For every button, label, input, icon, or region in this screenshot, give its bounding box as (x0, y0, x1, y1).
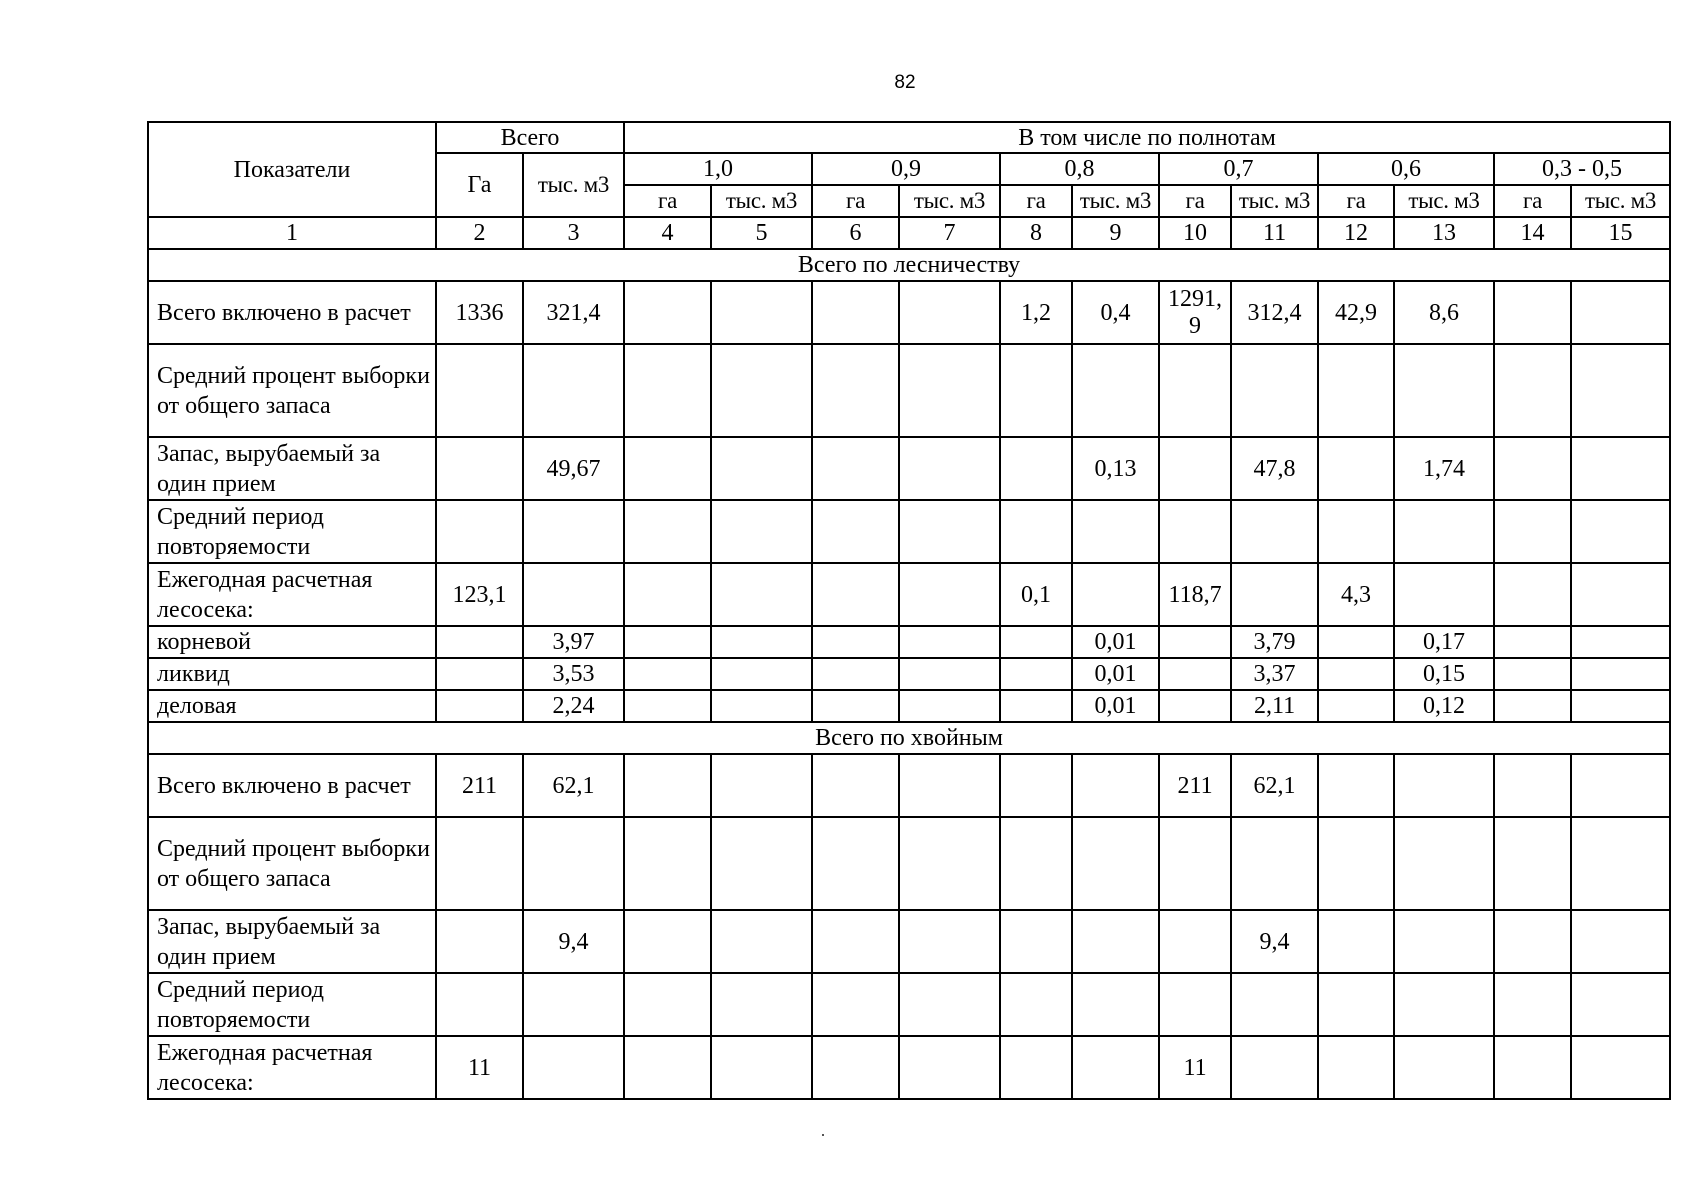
table-cell: 0,15 (1394, 658, 1494, 690)
table-cell (1571, 973, 1670, 1036)
table-cell (1318, 344, 1394, 437)
table-cell (1231, 344, 1318, 437)
table-cell (523, 500, 624, 563)
table-cell: 4,3 (1318, 563, 1394, 626)
table-cell (1494, 1036, 1571, 1099)
column-number: 6 (812, 217, 899, 249)
table-cell (1318, 690, 1394, 722)
table-cell (436, 500, 523, 563)
table-cell (436, 344, 523, 437)
row-label: Всего включено в расчет (148, 754, 436, 817)
table-cell (1000, 910, 1072, 973)
header-unit-ha: га (1318, 185, 1394, 217)
column-number: 8 (1000, 217, 1072, 249)
table-cell (436, 626, 523, 658)
table-cell (1072, 910, 1159, 973)
header-by-density: В том числе по полнотам (624, 122, 1670, 153)
table-cell: 3,79 (1231, 626, 1318, 658)
table-cell: 2,24 (523, 690, 624, 722)
header-total-volume: тыс. м3 (523, 153, 624, 217)
header-unit-volume: тыс. м3 (1394, 185, 1494, 217)
header-unit-volume: тыс. м3 (1571, 185, 1670, 217)
table-cell (436, 658, 523, 690)
table-cell: 211 (1159, 754, 1231, 817)
table-cell: 0,01 (1072, 626, 1159, 658)
table-cell: 11 (436, 1036, 523, 1099)
header-indicators: Показатели (148, 122, 436, 217)
table-cell (1000, 690, 1072, 722)
table-cell (899, 500, 1000, 563)
row-label: Запас, вырубаемый за один прием (148, 437, 436, 500)
header-density-0-9: 0,9 (812, 153, 1000, 185)
table-cell (1571, 626, 1670, 658)
table-row (148, 1036, 1670, 1099)
table-cell (1318, 626, 1394, 658)
table-cell (1494, 690, 1571, 722)
table-cell (1159, 500, 1231, 563)
table-cell (812, 281, 899, 344)
table-cell (1571, 563, 1670, 626)
table-cell (1494, 973, 1571, 1036)
table-cell (1394, 1036, 1494, 1099)
table-cell: 312,4 (1231, 281, 1318, 344)
table-cell (899, 690, 1000, 722)
table-cell: 0,1 (1000, 563, 1072, 626)
table-cell (1000, 437, 1072, 500)
table-cell (1231, 973, 1318, 1036)
table-row (148, 626, 1670, 658)
column-number: 7 (899, 217, 1000, 249)
table-cell (711, 658, 812, 690)
table-cell (1000, 973, 1072, 1036)
table-cell (1494, 626, 1571, 658)
header-unit-volume: тыс. м3 (1072, 185, 1159, 217)
header-unit-ha: га (812, 185, 899, 217)
table-cell (1072, 1036, 1159, 1099)
table-cell (899, 817, 1000, 910)
table-cell: 62,1 (1231, 754, 1318, 817)
table-cell (1318, 754, 1394, 817)
table-cell (1394, 910, 1494, 973)
table-cell (1000, 626, 1072, 658)
table-cell (711, 344, 812, 437)
table-cell (812, 500, 899, 563)
scan-speck (822, 1134, 824, 1136)
column-number: 15 (1571, 217, 1670, 249)
cell-value-line: 9 (1189, 312, 1202, 339)
table-cell (624, 437, 711, 500)
section-title-row (148, 249, 1670, 281)
table-cell: 0,17 (1394, 626, 1494, 658)
table-cell: 0,01 (1072, 658, 1159, 690)
column-number: 5 (711, 217, 812, 249)
column-number: 2 (436, 217, 523, 249)
table-cell (624, 500, 711, 563)
table-cell (1494, 563, 1571, 626)
table-cell (899, 626, 1000, 658)
table-cell (899, 344, 1000, 437)
table-cell (1159, 658, 1231, 690)
table-cell (899, 973, 1000, 1036)
table-cell (812, 437, 899, 500)
row-label: Средний процент выборки от общего запаса (148, 344, 436, 437)
table-cell (1571, 1036, 1670, 1099)
table-cell (1318, 437, 1394, 500)
column-number: 9 (1072, 217, 1159, 249)
header-unit-ha: га (624, 185, 711, 217)
table-cell: 211 (436, 754, 523, 817)
table-row (148, 563, 1670, 626)
table-cell (711, 910, 812, 973)
table-cell (1494, 754, 1571, 817)
table-cell (1072, 973, 1159, 1036)
table-cell (899, 658, 1000, 690)
table-cell (1494, 344, 1571, 437)
table-cell (899, 910, 1000, 973)
header-unit-volume: тыс. м3 (1231, 185, 1318, 217)
row-label: корневой (148, 626, 436, 658)
table-cell: 47,8 (1231, 437, 1318, 500)
table-cell (1231, 817, 1318, 910)
table-cell (1072, 500, 1159, 563)
table-cell (1159, 690, 1231, 722)
table-cell (1394, 754, 1494, 817)
table-cell: 9,4 (1231, 910, 1318, 973)
table-cell (436, 437, 523, 500)
row-label: Ежегодная расчетная лесосека: (148, 563, 436, 626)
table-cell (1159, 344, 1231, 437)
table-cell (1159, 281, 1231, 344)
table-cell (436, 910, 523, 973)
table-cell (1571, 817, 1670, 910)
table-cell (1231, 563, 1318, 626)
table-cell (812, 754, 899, 817)
column-number: 1 (148, 217, 436, 249)
header-density-1-0: 1,0 (624, 153, 812, 185)
table-cell (1318, 658, 1394, 690)
row-label: Средний период повторяемости (148, 973, 436, 1036)
table-cell (1494, 500, 1571, 563)
table-cell (624, 817, 711, 910)
table-cell (1000, 754, 1072, 817)
header-unit-volume: тыс. м3 (899, 185, 1000, 217)
table-cell (899, 1036, 1000, 1099)
table-cell (711, 281, 812, 344)
table-cell: 9,4 (523, 910, 624, 973)
table-cell (624, 973, 711, 1036)
section-title-row (148, 722, 1670, 754)
table-cell (624, 563, 711, 626)
table-cell (711, 754, 812, 817)
table-cell (1318, 1036, 1394, 1099)
table-cell: 2,11 (1231, 690, 1318, 722)
table-cell (1394, 973, 1494, 1036)
table-cell (624, 626, 711, 658)
column-number: 14 (1494, 217, 1571, 249)
column-number: 12 (1318, 217, 1394, 249)
table-cell (899, 754, 1000, 817)
table-cell: 123,1 (436, 563, 523, 626)
table-cell (812, 658, 899, 690)
cell-value-line: 1291, (1168, 285, 1223, 312)
table-cell (1394, 344, 1494, 437)
table-cell (1571, 344, 1670, 437)
table-cell (523, 817, 624, 910)
table-cell (711, 626, 812, 658)
table-cell: 1,74 (1394, 437, 1494, 500)
table-cell (1494, 817, 1571, 910)
table-cell (1318, 973, 1394, 1036)
table-cell (624, 754, 711, 817)
table-cell (624, 281, 711, 344)
table-cell (1494, 281, 1571, 344)
column-number-row (148, 217, 1670, 249)
table-cell (1571, 437, 1670, 500)
table-cell: 42,9 (1318, 281, 1394, 344)
table-cell: 0,13 (1072, 437, 1159, 500)
table-cell (711, 563, 812, 626)
header-total: Всего (436, 122, 624, 153)
header-unit-ha: га (1494, 185, 1571, 217)
table-cell (1394, 817, 1494, 910)
table-cell (711, 973, 812, 1036)
table-cell (711, 817, 812, 910)
allowable-cut-table (147, 121, 1671, 1100)
header-row-1 (148, 122, 1670, 153)
table-row (148, 437, 1670, 500)
section-title: Всего по лесничеству (148, 249, 1670, 281)
table-cell (1000, 817, 1072, 910)
table-row (148, 344, 1670, 437)
table-cell: 3,37 (1231, 658, 1318, 690)
table-cell (1494, 658, 1571, 690)
table-cell (899, 437, 1000, 500)
section-title: Всего по хвойным (148, 722, 1670, 754)
table-cell: 0,12 (1394, 690, 1494, 722)
table-cell (1000, 658, 1072, 690)
table-cell (711, 437, 812, 500)
row-label: деловая (148, 690, 436, 722)
table-cell (812, 817, 899, 910)
table-row (148, 281, 1670, 344)
table-cell (523, 973, 624, 1036)
table-cell (1318, 500, 1394, 563)
table-cell (436, 973, 523, 1036)
table-cell (624, 1036, 711, 1099)
table-cell (436, 690, 523, 722)
table-cell: 118,7 (1159, 563, 1231, 626)
column-number: 4 (624, 217, 711, 249)
table-cell (1494, 910, 1571, 973)
table-row (148, 973, 1670, 1036)
table-cell (899, 281, 1000, 344)
table-row (148, 910, 1670, 973)
table-cell (812, 344, 899, 437)
table-cell (1571, 690, 1670, 722)
table-cell (1000, 500, 1072, 563)
table-cell (1072, 817, 1159, 910)
table-cell: 0,01 (1072, 690, 1159, 722)
table-cell (812, 910, 899, 973)
table-cell (1159, 626, 1231, 658)
table-cell: 3,53 (523, 658, 624, 690)
column-number: 10 (1159, 217, 1231, 249)
row-label: Всего включено в расчет (148, 281, 436, 344)
page-number: 82 (894, 72, 916, 93)
column-number: 11 (1231, 217, 1318, 249)
table-row (148, 500, 1670, 563)
header-density-0-8: 0,8 (1000, 153, 1159, 185)
table-cell (523, 563, 624, 626)
table-cell (711, 500, 812, 563)
table-cell (624, 690, 711, 722)
table-cell (1394, 500, 1494, 563)
table-cell (624, 344, 711, 437)
table-cell (899, 563, 1000, 626)
row-label: Средний процент выборки от общего запаса (148, 817, 436, 910)
table-cell (1159, 437, 1231, 500)
table-cell (812, 690, 899, 722)
table-cell (1571, 500, 1670, 563)
table-cell (812, 563, 899, 626)
table-row (148, 817, 1670, 910)
table-cell (1072, 754, 1159, 817)
table-cell (812, 626, 899, 658)
table-cell (1494, 437, 1571, 500)
table-row (148, 690, 1670, 722)
header-unit-volume: тыс. м3 (711, 185, 812, 217)
table-cell: 62,1 (523, 754, 624, 817)
table-cell (436, 817, 523, 910)
table-cell (1159, 973, 1231, 1036)
table-cell (1394, 563, 1494, 626)
table-cell (711, 1036, 812, 1099)
table-cell: 3,97 (523, 626, 624, 658)
row-label: Запас, вырубаемый за один прием (148, 910, 436, 973)
table-cell: 1,2 (1000, 281, 1072, 344)
header-unit-ha: га (1159, 185, 1231, 217)
table-cell (624, 658, 711, 690)
table-cell (812, 973, 899, 1036)
table-cell (1571, 658, 1670, 690)
table-cell: 49,67 (523, 437, 624, 500)
table-cell (1159, 910, 1231, 973)
table-cell (1231, 500, 1318, 563)
table-cell (812, 1036, 899, 1099)
table-cell (523, 1036, 624, 1099)
column-number: 13 (1394, 217, 1494, 249)
row-label: Ежегодная расчетная лесосека: (148, 1036, 436, 1099)
table-cell (1231, 1036, 1318, 1099)
table-cell (1000, 344, 1072, 437)
row-label: ликвид (148, 658, 436, 690)
table-cell (1159, 817, 1231, 910)
table-row (148, 754, 1670, 817)
header-density-0-3-0-5: 0,3 - 0,5 (1494, 153, 1670, 185)
table-cell (1318, 817, 1394, 910)
table-row (148, 658, 1670, 690)
table-cell (1571, 281, 1670, 344)
table-cell (1072, 563, 1159, 626)
table-cell (1571, 910, 1670, 973)
table-cell: 1336 (436, 281, 523, 344)
header-density-0-6: 0,6 (1318, 153, 1494, 185)
header-unit-ha: га (1000, 185, 1072, 217)
row-label: Средний период повторяемости (148, 500, 436, 563)
column-number: 3 (523, 217, 624, 249)
table-cell: 11 (1159, 1036, 1231, 1099)
table-cell (1072, 344, 1159, 437)
header-total-ha: Га (436, 153, 523, 217)
header-density-0-7: 0,7 (1159, 153, 1318, 185)
table-cell: 0,4 (1072, 281, 1159, 344)
table-cell (624, 910, 711, 973)
table-cell (711, 690, 812, 722)
table-cell (1571, 754, 1670, 817)
table-cell: 8,6 (1394, 281, 1494, 344)
table-cell (523, 344, 624, 437)
table-cell: 321,4 (523, 281, 624, 344)
table-cell (1318, 910, 1394, 973)
table-cell (1000, 1036, 1072, 1099)
